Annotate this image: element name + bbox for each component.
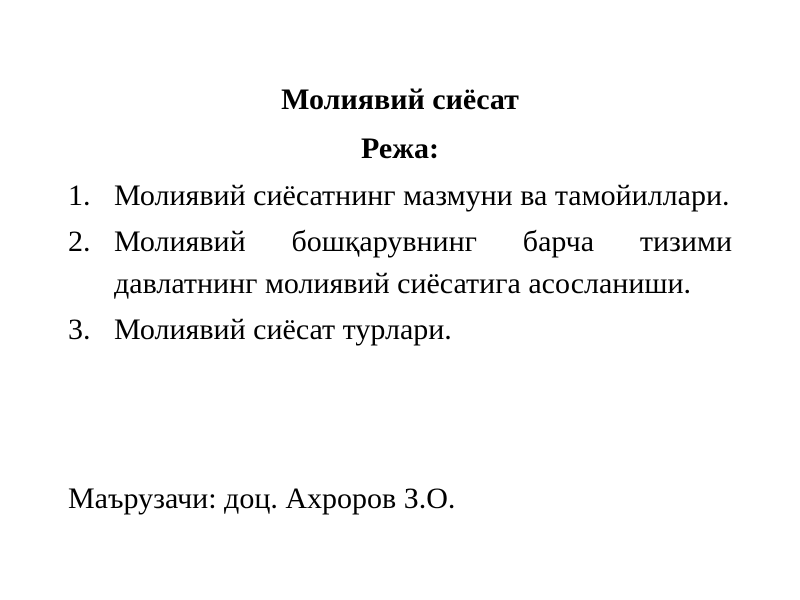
plan-heading: Режа: [361, 132, 439, 165]
plan-item-number: 3. [68, 313, 91, 346]
plan-item [68, 221, 732, 305]
plan-item [68, 309, 732, 351]
plan-item [68, 175, 732, 217]
plan-item-number: 2. [68, 225, 91, 258]
plan-item-number: 1. [68, 179, 91, 212]
lecturer-line: Маърузачи: доц. Ахроров З.О. [68, 482, 456, 515]
plan-item-text: Молиявий сиёсатнинг мазмуни ва тамойиллари. [114, 179, 730, 212]
plan-item-text: Молиявий сиёсат турлари. [114, 313, 452, 346]
plan-item-text: Молиявий бошқарувнинг барча тизими давлатнинг молиявий сиёсатига асосланиши. [114, 225, 732, 300]
slide-title: Молиявий сиёсат [281, 83, 519, 116]
plan-list [68, 175, 732, 355]
